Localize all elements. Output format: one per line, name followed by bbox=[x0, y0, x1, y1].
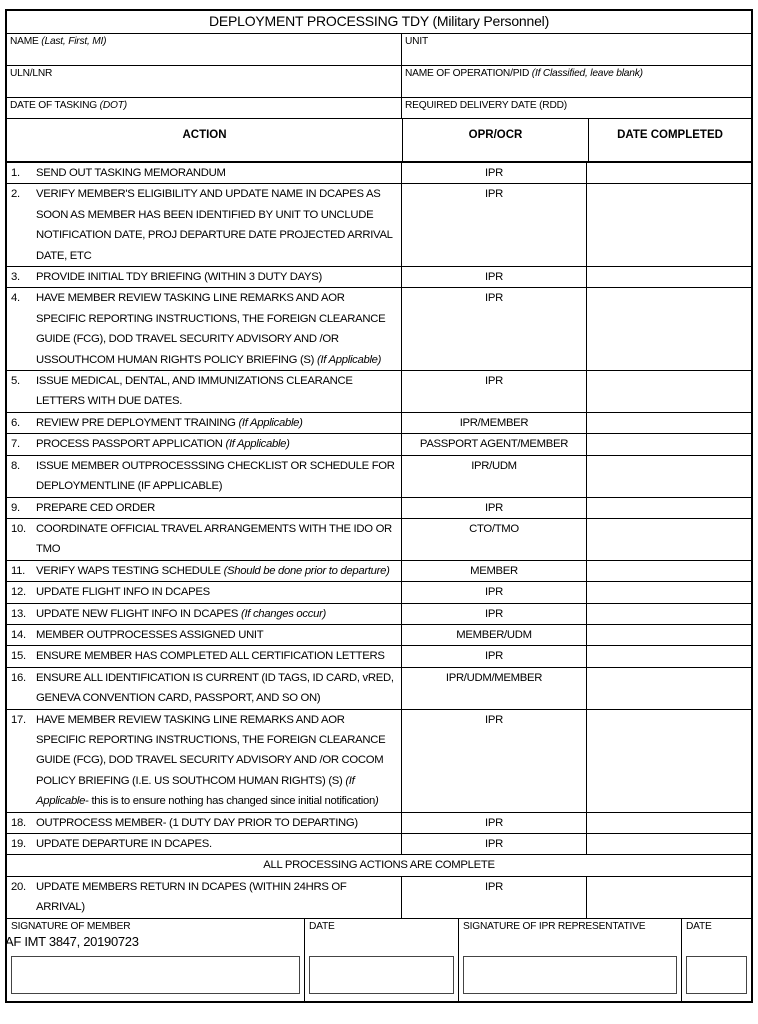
action-text-note: (If changes occur) bbox=[240, 607, 326, 620]
ipr-signature-cell bbox=[459, 919, 682, 1001]
action-text bbox=[36, 267, 401, 287]
action-text bbox=[36, 834, 401, 854]
action-text-main: HAVE MEMBER REVIEW TASKING LINE REMARKS AND AOR SPECIFIC REPORTING INSTRUCTIONS, THE FOREIGN CLEARANCE GUIDE (FCG), DOD TRAVEL SECURITY ADVISORY AND /OR COCOM POLICY BRIEFING (I.E. US SOUTHCOM HUMAN RIGHTS) (S) bbox=[36, 713, 386, 787]
date-completed-cell[interactable] bbox=[587, 646, 751, 666]
action-number: 18. bbox=[11, 816, 26, 829]
action-number: 5. bbox=[11, 375, 20, 388]
action-cell bbox=[7, 413, 402, 433]
signature-row bbox=[7, 919, 751, 1001]
member-date-cell bbox=[305, 919, 459, 1001]
action-text-note: (If Applicable) bbox=[238, 416, 303, 429]
action-text-main: PROVIDE INITIAL TDY BRIEFING (WITHIN 3 DUTY DAYS) bbox=[36, 271, 322, 284]
opr-cell: IPR/UDM bbox=[402, 456, 587, 497]
operation-label: NAME OF OPERATION/PID bbox=[405, 68, 530, 79]
action-number: 8. bbox=[11, 459, 20, 472]
opr-cell: IPR bbox=[402, 288, 587, 370]
action-text-main: ISSUE MEDICAL, DENTAL, AND IMMUNIZATIONS CLEARANCE LETTERS WITH DUE DATES. bbox=[36, 375, 353, 408]
date-completed-cell[interactable] bbox=[587, 834, 751, 854]
action-cell bbox=[7, 813, 402, 833]
action-text-note: (If Applicable) bbox=[225, 438, 290, 451]
opr-cell: IPR bbox=[402, 710, 587, 812]
date-completed-cell[interactable] bbox=[587, 413, 751, 433]
table-row bbox=[7, 646, 751, 667]
table-row bbox=[7, 561, 751, 582]
table-row bbox=[7, 371, 751, 413]
action-number: 9. bbox=[11, 501, 20, 514]
opr-cell: IPR bbox=[402, 834, 587, 854]
opr-cell: IPR bbox=[402, 163, 587, 183]
ipr-signature-box[interactable] bbox=[463, 956, 677, 994]
member-signature-cell bbox=[7, 919, 305, 1001]
action-text-main: MEMBER OUTPROCESSES ASSIGNED UNIT bbox=[36, 628, 264, 641]
opr-cell: CTO/TMO bbox=[402, 519, 587, 560]
action-number: 16. bbox=[11, 671, 26, 684]
action-number: 4. bbox=[11, 292, 20, 305]
table-row bbox=[7, 434, 751, 455]
name-unit-row bbox=[7, 34, 751, 66]
action-cell bbox=[7, 288, 402, 370]
action-text-main: SEND OUT TASKING MEMORANDUM bbox=[36, 167, 226, 179]
date-completed-cell[interactable] bbox=[587, 877, 751, 918]
table-row bbox=[7, 710, 751, 813]
uln-operation-row bbox=[7, 66, 751, 98]
action-text bbox=[36, 371, 401, 412]
name-hint: (Last, First, MI) bbox=[41, 36, 107, 47]
action-text-main: ENSURE MEMBER HAS COMPLETED ALL CERTIFICATION LETTERS bbox=[36, 650, 385, 663]
action-text bbox=[36, 413, 401, 433]
table-row bbox=[7, 834, 751, 855]
opr-cell: IPR bbox=[402, 267, 587, 287]
action-number: 15. bbox=[11, 650, 26, 663]
table-row bbox=[7, 604, 751, 625]
unit-field[interactable] bbox=[402, 34, 751, 65]
action-cell bbox=[7, 877, 402, 918]
operation-hint: (If Classified, leave blank) bbox=[531, 68, 643, 79]
operation-field[interactable] bbox=[402, 66, 751, 97]
action-text-main: VERIFY MEMBER'S ELIGIBILITY AND UPDATE NAME IN DCAPES AS SOON AS MEMBER HAS BEEN IDENTIFIED BY UNIT TO UNCLUDE NOTIFICATION DATE, PROJ DEPARTURE DATE PROJECTED ARRIVAL DATE, ETC bbox=[36, 188, 393, 262]
member-date-box[interactable] bbox=[309, 956, 454, 994]
opr-cell: MEMBER/UDM bbox=[402, 625, 587, 645]
date-completed-cell[interactable] bbox=[587, 498, 751, 518]
date-completed-cell[interactable] bbox=[587, 434, 751, 454]
date-completed-cell[interactable] bbox=[587, 582, 751, 602]
dot-label: DATE OF TASKING bbox=[10, 100, 97, 111]
rdd-label: REQUIRED DELIVERY DATE (RDD) bbox=[405, 100, 567, 111]
opr-cell: IPR bbox=[402, 604, 587, 624]
action-number: 20. bbox=[11, 880, 26, 893]
date-completed-cell[interactable] bbox=[587, 710, 751, 812]
complete-banner: ALL PROCESSING ACTIONS ARE COMPLETE bbox=[7, 855, 751, 876]
action-text-tail: - this is to ensure nothing has changed since initial notification bbox=[85, 795, 375, 808]
opr-cell: IPR bbox=[402, 371, 587, 412]
opr-cell: IPR bbox=[402, 582, 587, 602]
action-text-main: PREPARE CED ORDER bbox=[36, 501, 155, 514]
table-row bbox=[7, 413, 751, 434]
table-row bbox=[7, 668, 751, 710]
ipr-date-cell bbox=[682, 919, 751, 1001]
table-row bbox=[7, 877, 751, 919]
action-text-tail-note: ) bbox=[374, 795, 379, 808]
opr-cell: IPR/MEMBER bbox=[402, 413, 587, 433]
table-row bbox=[7, 625, 751, 646]
action-cell bbox=[7, 519, 402, 560]
date-completed-cell[interactable] bbox=[587, 456, 751, 497]
dot-hint: (DOT) bbox=[99, 100, 127, 111]
action-text-main: REVIEW PRE DEPLOYMENT TRAINING bbox=[36, 416, 239, 429]
action-text bbox=[36, 184, 401, 266]
action-cell bbox=[7, 668, 402, 709]
member-signature-box[interactable] bbox=[11, 956, 300, 994]
table-row bbox=[7, 456, 751, 498]
action-cell bbox=[7, 371, 402, 412]
action-header: ACTION bbox=[7, 119, 403, 161]
action-cell bbox=[7, 498, 402, 518]
action-text-main: PROCESS PASSPORT APPLICATION bbox=[36, 438, 226, 451]
member-date-label: DATE bbox=[309, 920, 335, 932]
action-cell bbox=[7, 163, 402, 183]
action-cell bbox=[7, 710, 402, 812]
action-text-main: HAVE MEMBER REVIEW TASKING LINE REMARKS AND AOR SPECIFIC REPORTING INSTRUCTIONS, THE FOREIGN CLEARANCE GUIDE (FCG), DOD TRAVEL SECURITY ADVISORY AND /OR USSOUTHCOM HUMAN RIGHTS POLICY BRIEFING (S) bbox=[36, 292, 386, 366]
action-cell bbox=[7, 582, 402, 602]
uln-field[interactable] bbox=[7, 66, 402, 97]
action-text bbox=[36, 561, 401, 581]
form-title: DEPLOYMENT PROCESSING TDY (Military Personnel) bbox=[7, 11, 751, 34]
action-text-note: (If Applicable bbox=[36, 774, 355, 808]
action-text-main: UPDATE FLIGHT INFO IN DCAPES bbox=[36, 586, 210, 599]
date-completed-cell[interactable] bbox=[587, 163, 751, 183]
action-text-note: (If Applicable) bbox=[316, 353, 382, 366]
opr-header: OPR/OCR bbox=[403, 119, 589, 161]
member-signature-label: SIGNATURE OF MEMBER bbox=[11, 920, 131, 932]
date-header: DATE COMPLETED bbox=[617, 129, 723, 141]
action-text bbox=[36, 288, 401, 370]
date-completed-cell[interactable] bbox=[587, 288, 751, 370]
date-completed-cell[interactable] bbox=[587, 604, 751, 624]
opr-cell: IPR bbox=[402, 646, 587, 666]
date-completed-cell[interactable] bbox=[587, 668, 751, 709]
table-row bbox=[7, 519, 751, 561]
action-number: 14. bbox=[11, 628, 26, 641]
table-row bbox=[7, 288, 751, 371]
deployment-form bbox=[5, 9, 753, 1003]
opr-cell: PASSPORT AGENT/MEMBER bbox=[402, 434, 587, 454]
action-text-main: UPDATE DEPARTURE IN DCAPES. bbox=[36, 838, 212, 850]
action-text bbox=[36, 434, 401, 454]
action-text-main: UPDATE NEW FLIGHT INFO IN DCAPES bbox=[36, 607, 241, 620]
dates-row bbox=[7, 98, 751, 119]
action-text-main: ENSURE ALL IDENTIFICATION IS CURRENT (ID TAGS, ID CARD, vRED, GENEVA CONVENTION CARD, PASSPORT, AND SO ON) bbox=[36, 671, 394, 705]
date-completed-cell[interactable] bbox=[587, 371, 751, 412]
unit-label: UNIT bbox=[405, 36, 428, 47]
opr-cell: IPR/UDM/MEMBER bbox=[402, 668, 587, 709]
action-text-note: (Should be done prior to departure) bbox=[223, 564, 390, 577]
action-text bbox=[36, 604, 401, 624]
action-number: 13. bbox=[11, 607, 26, 620]
name-label: NAME bbox=[10, 36, 39, 47]
table-row bbox=[7, 813, 751, 834]
rdd-field[interactable] bbox=[402, 98, 751, 118]
action-number: 17. bbox=[11, 713, 26, 726]
action-text bbox=[36, 456, 401, 497]
action-text bbox=[36, 710, 401, 812]
date-completed-cell[interactable] bbox=[587, 267, 751, 287]
dot-field[interactable] bbox=[7, 98, 402, 118]
date-completed-cell[interactable] bbox=[587, 561, 751, 581]
action-number: 1. bbox=[11, 167, 20, 179]
action-number: 2. bbox=[11, 188, 20, 201]
actions-list bbox=[7, 163, 751, 855]
action-number: 19. bbox=[11, 838, 26, 850]
opr-cell: IPR bbox=[402, 498, 587, 518]
action-text: UPDATE MEMBERS RETURN IN DCAPES (WITHIN 24HRS OF ARRIVAL) bbox=[36, 880, 347, 914]
action-number: 12. bbox=[11, 586, 26, 599]
date-completed-cell[interactable] bbox=[587, 519, 751, 560]
action-number: 10. bbox=[11, 522, 26, 535]
action-text-main: OUTPROCESS MEMBER- (1 DUTY DAY PRIOR TO DEPARTING) bbox=[36, 816, 358, 829]
table-header bbox=[7, 119, 751, 163]
table-row bbox=[7, 163, 751, 184]
action-cell bbox=[7, 456, 402, 497]
opr-cell: IPR bbox=[402, 184, 587, 266]
action-text bbox=[36, 519, 401, 560]
action-text bbox=[36, 582, 401, 602]
action-text bbox=[36, 646, 401, 666]
ipr-signature-label: SIGNATURE OF IPR REPRESENTATIVE bbox=[463, 920, 646, 932]
date-completed-cell[interactable] bbox=[587, 625, 751, 645]
action-cell bbox=[7, 834, 402, 854]
action-cell bbox=[7, 604, 402, 624]
action-text bbox=[36, 625, 401, 645]
date-completed-cell[interactable] bbox=[587, 813, 751, 833]
action-cell bbox=[7, 561, 402, 581]
ipr-date-box[interactable] bbox=[686, 956, 747, 994]
action-cell bbox=[7, 434, 402, 454]
action-text bbox=[36, 163, 401, 183]
action-cell bbox=[7, 646, 402, 666]
table-row bbox=[7, 582, 751, 603]
action-text bbox=[36, 813, 401, 833]
table-row bbox=[7, 184, 751, 267]
form-footer: AF IMT 3847, 20190723 bbox=[5, 934, 139, 949]
action-number: 7. bbox=[11, 438, 20, 451]
action-number: 11. bbox=[11, 564, 25, 577]
action-text-main: ISSUE MEMBER OUTPROCESSSING CHECKLIST OR SCHEDULE FOR DEPLOYMENTLINE (IF APPLICABLE) bbox=[36, 459, 395, 493]
date-completed-cell[interactable] bbox=[587, 184, 751, 266]
table-row bbox=[7, 267, 751, 288]
action-cell bbox=[7, 184, 402, 266]
ipr-date-label: DATE bbox=[686, 920, 712, 932]
action-text-main: VERIFY WAPS TESTING SCHEDULE bbox=[36, 564, 224, 577]
opr-cell: IPR bbox=[402, 813, 587, 833]
action-number: 6. bbox=[11, 416, 20, 429]
action-number: 3. bbox=[11, 271, 20, 284]
action-text-main: COORDINATE OFFICIAL TRAVEL ARRANGEMENTS WITH THE IDO OR TMO bbox=[36, 522, 392, 556]
action-text bbox=[36, 668, 401, 709]
name-field[interactable] bbox=[7, 34, 402, 65]
table-row bbox=[7, 498, 751, 519]
uln-label: ULN/LNR bbox=[10, 68, 53, 79]
action-cell bbox=[7, 267, 402, 287]
opr-cell: MEMBER bbox=[402, 561, 587, 581]
action-cell bbox=[7, 625, 402, 645]
action-text bbox=[36, 498, 401, 518]
opr-cell: IPR bbox=[402, 877, 587, 918]
